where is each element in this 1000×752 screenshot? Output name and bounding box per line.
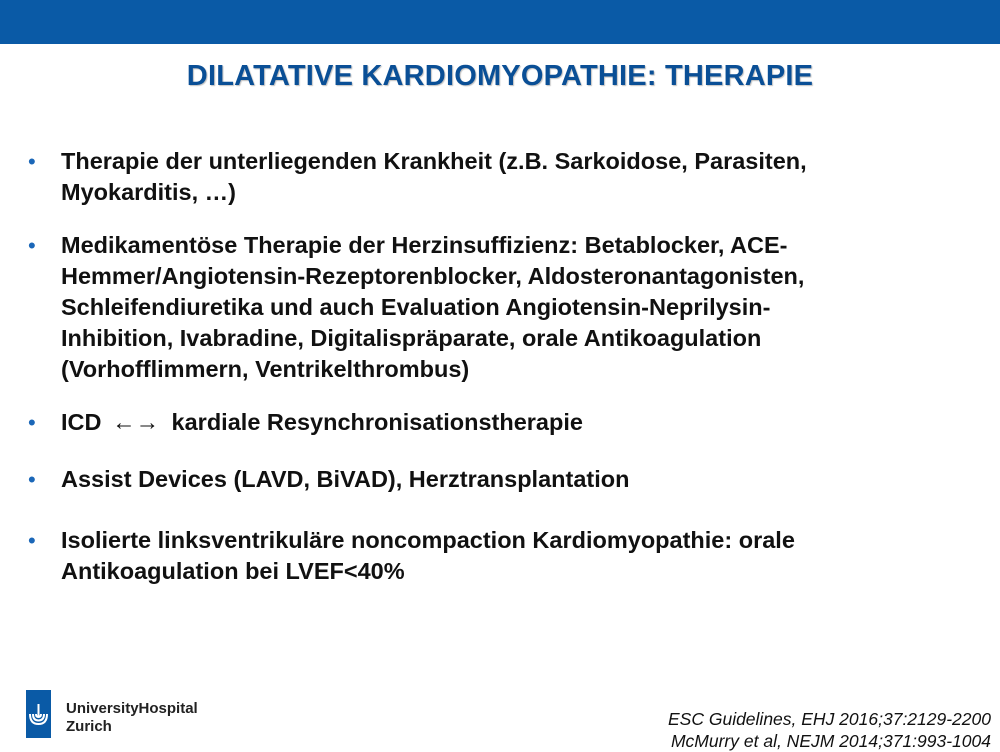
bidirectional-arrow-icon: ←→ xyxy=(112,409,160,435)
bullet-dot-icon: • xyxy=(28,233,36,258)
bullet-dot-icon: • xyxy=(28,528,36,553)
bullet-dot-icon: • xyxy=(28,467,36,492)
bullet-line: Hemmer/Angiotensin-Rezeptorenblocker, Aldosteronantagonisten, xyxy=(61,263,805,289)
reference-mcmurry: McMurry et al, NEJM 2014;371:993-1004 xyxy=(670,731,991,751)
bullet-line: Myokarditis, …) xyxy=(61,179,236,205)
bullet-item-underlying-disease xyxy=(28,146,968,208)
bullet-text-icd: ICD xyxy=(61,409,102,435)
bullet-line: Therapie der unterliegenden Krankheit (z.B. Sarkoidose, Parasiten, xyxy=(61,148,807,174)
bullet-line: Assist Devices (LAVD, BiVAD), Herztransplantation xyxy=(61,466,630,492)
bullet-line: Inhibition, Ivabradine, Digitalispräparate, orale Antikoagulation xyxy=(61,325,762,351)
bullet-line: (Vorhofflimmern, Ventrikelthrombus) xyxy=(61,356,470,382)
bullet-item-icd xyxy=(28,407,968,438)
reference-esc: ESC Guidelines, EHJ 2016;37:2129-2200 xyxy=(668,709,991,729)
logo-text xyxy=(66,700,198,736)
bullet-item-assist-devices xyxy=(28,464,968,495)
logo-line-1: UniversityHospital xyxy=(66,700,198,717)
bullet-dot-icon: • xyxy=(28,149,36,174)
bullet-dot-icon: • xyxy=(28,410,36,435)
bullet-line: Antikoagulation bei LVEF<40% xyxy=(61,558,405,584)
logo-line-2: Zurich xyxy=(66,718,112,735)
bullet-line: Isolierte linksventrikuläre noncompaction Kardiomyopathie: orale xyxy=(61,527,795,553)
bullet-item-noncompaction xyxy=(28,525,968,587)
header-band xyxy=(0,0,1000,44)
slide-title: DILATATIVE KARDIOMYOPATHIE: THERAPIE xyxy=(186,60,814,92)
bullet-text-crt: kardiale Resynchronisationstherapie xyxy=(171,409,583,435)
bullet-line: Schleifendiuretika und auch Evaluation Angiotensin-Neprilysin- xyxy=(61,294,771,320)
bullet-item-medication xyxy=(28,230,968,385)
references xyxy=(571,708,991,752)
bullet-line: Medikamentöse Therapie der Herzinsuffizienz: Betablocker, ACE- xyxy=(61,232,788,258)
university-hospital-logo xyxy=(26,690,276,740)
bullet-list xyxy=(28,146,968,587)
usz-logo-icon xyxy=(26,690,51,738)
